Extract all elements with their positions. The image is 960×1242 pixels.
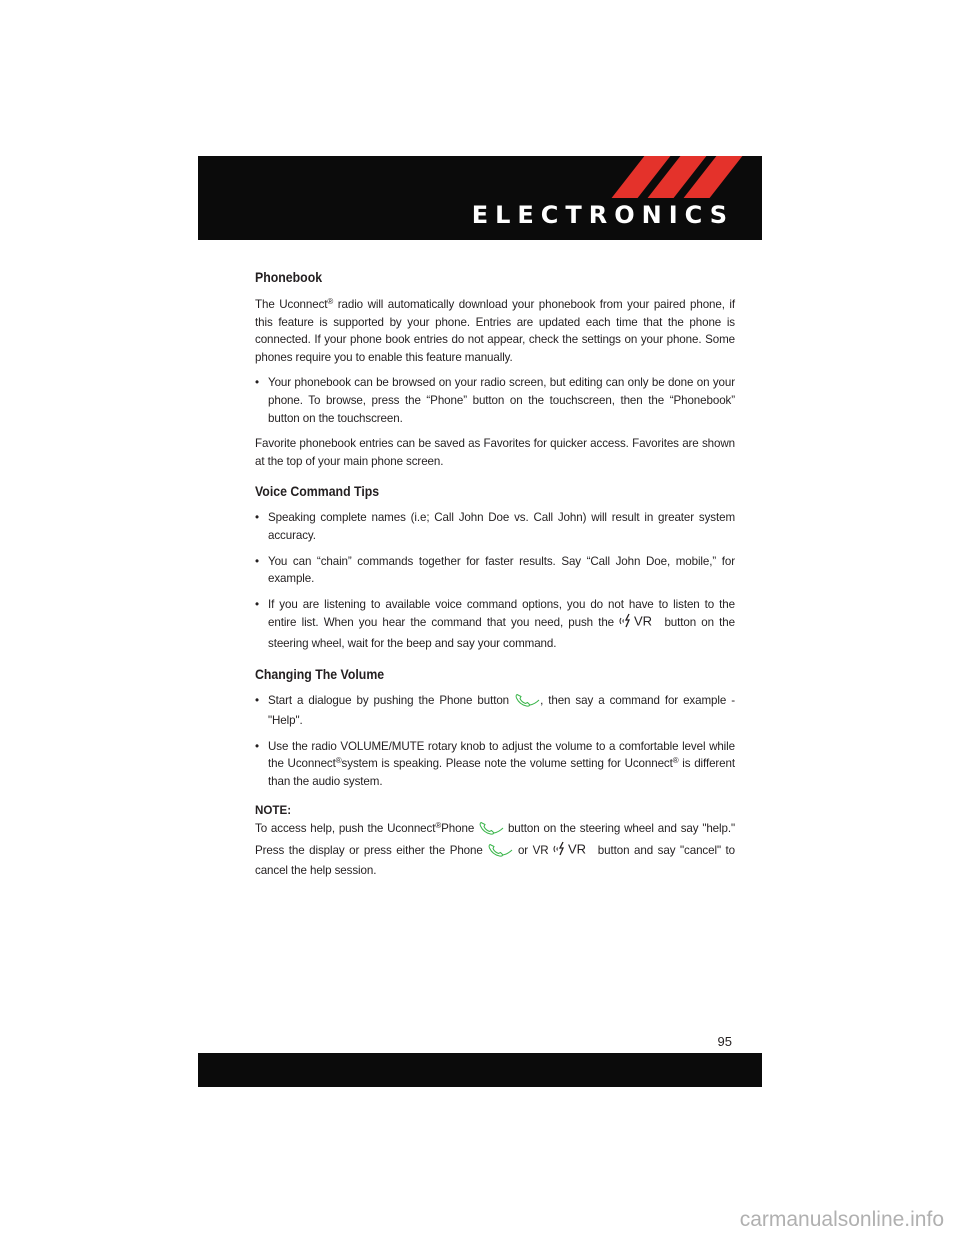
footer-bar: [198, 1053, 762, 1087]
vr-label: VR: [634, 613, 653, 629]
phone-icon: [514, 693, 540, 713]
phone-icon: [478, 821, 504, 841]
watermark: carmanualsonline.info: [739, 1208, 944, 1231]
voice-recognition-icon: [619, 613, 659, 635]
bullet-item: • Start a dialogue by pushing the Phone button , then say a command for example - "Help".: [255, 693, 735, 728]
header-bar: [198, 156, 762, 240]
phonebook-heading: Phonebook: [255, 269, 323, 285]
bullet-item: • If you are listening to available voice command options, you do not have to listen to the entire list. When you hear the command that you need, push the VR button on the steering wheel, wait for the beep and say your command.: [255, 597, 735, 650]
bullet-item: • You can “chain” commands together for faster results. Say “Call John Doe, mobile,” for example.: [255, 554, 735, 586]
note-label: NOTE:: [255, 804, 292, 818]
voice-tips-heading: Voice Command Tips: [255, 483, 380, 500]
phonebook-paragraph: The Uconnect® radio will automatically download your phonebook from your paired phone, if this feature is supported by your phone. Entries are updated each time that the phone is connected. If your phone book entries do not appear, check the settings on your phone. Some phones require you to enable this feature manually.: [255, 297, 735, 364]
vr-label: VR: [568, 841, 587, 857]
note-paragraph: To access help, push the Uconnect®Phone button on the steering wheel and say "help." Press the display or press either the Phone or VR VR button and say "cancel" to cancel the help session.: [255, 821, 736, 878]
voice-recognition-icon: [553, 841, 593, 863]
page-number: 95: [717, 1034, 732, 1049]
bullet-item: • Speaking complete names (i.e; Call John Doe vs. Call John) will result in greater system accuracy.: [255, 511, 735, 542]
favorites-paragraph: Favorite phonebook entries can be saved as Favorites for quicker access. Favorites are shown at the top of your main phone screen.: [255, 437, 735, 468]
bullet-item: • Your phonebook can be browsed on your radio screen, but editing can only be done on your phone. To browse, press the “Phone” button on the touchscreen, then the “Phonebook” button on the touchscreen.: [255, 376, 735, 425]
phone-icon: [487, 843, 513, 863]
changing-volume-heading: Changing The Volume: [255, 665, 385, 682]
section-title: ELECTRONICS: [471, 201, 734, 229]
bullet-item: • Use the radio VOLUME/MUTE rotary knob to adjust the volume to a comfortable level while the Uconnect®system is speaking. Please note the volume setting for Uconnect® is different than the audio system.: [255, 739, 735, 788]
page-content: [255, 266, 735, 880]
